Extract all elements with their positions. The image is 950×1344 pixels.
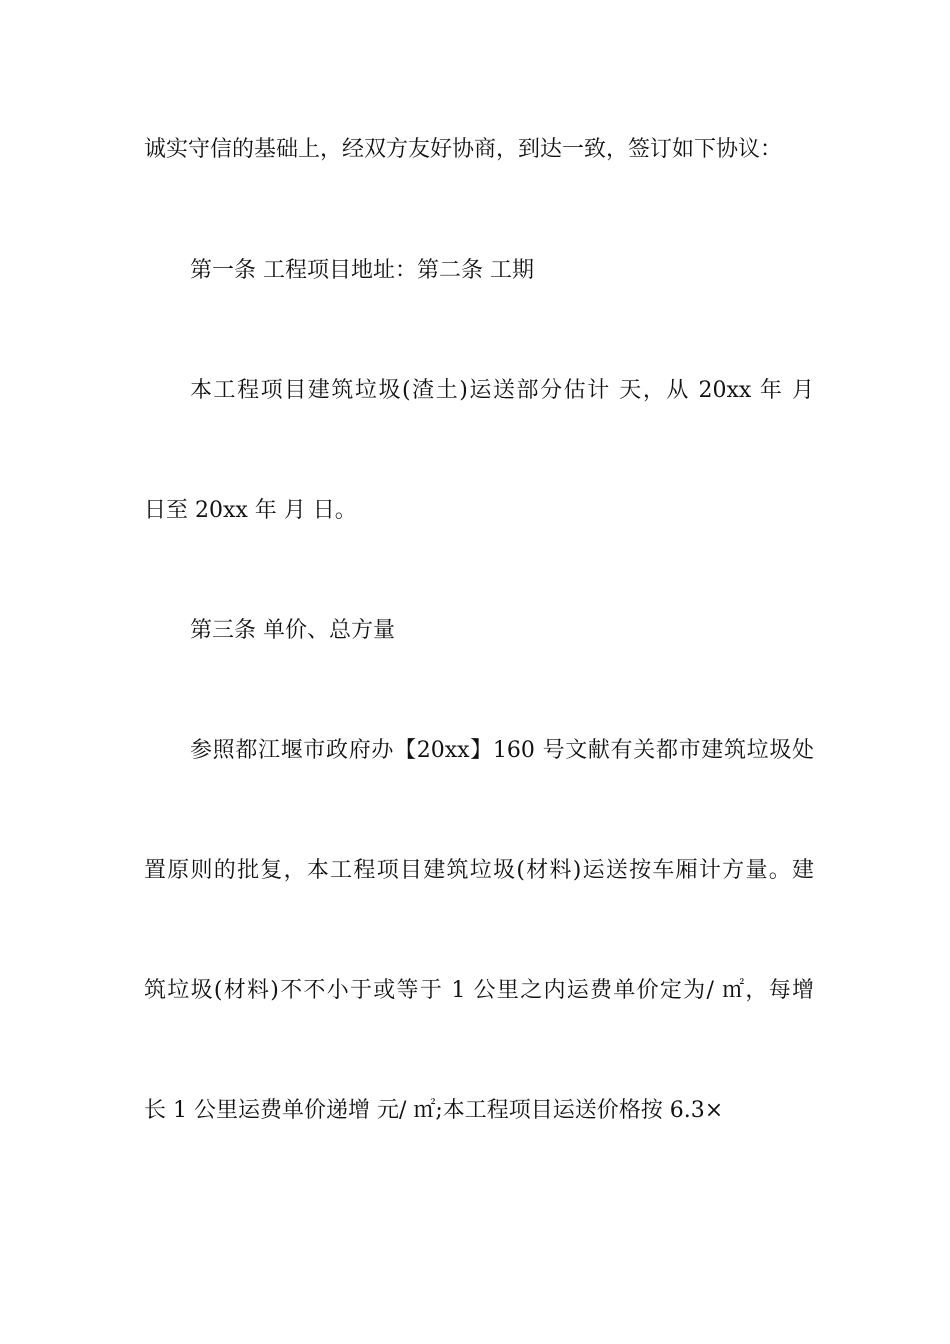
paragraph-line-3: 本工程项目建筑垃圾(渣土)运送部分估计 天，从 20xx 年 月 [190, 378, 814, 403]
paragraph-line-9: 长 1 公里运费单价递增 元/ ㎡;本工程项目运送价格按 6.3× [144, 1098, 724, 1123]
paragraph-line-7: 置原则的批复，本工程项目建筑垃圾(材料)运送按车厢计方量。建 [144, 858, 814, 883]
paragraph-line-1: 诚实守信的基础上，经双方友好协商，到达一致，签订如下协议： [144, 137, 783, 162]
paragraph-line-4: 日至 20xx 年 月 日。 [144, 498, 357, 523]
paragraph-line-6: 参照都江堰市政府办【20xx】160 号文献有关都市建筑垃圾处 [190, 738, 814, 763]
article-heading-3: 第三条 单价、总方量 [190, 618, 395, 643]
article-heading-1-2: 第一条 工程项目地址：第二条 工期 [190, 258, 534, 283]
paragraph-line-8: 筑垃圾(材料)不不小于或等于 1 公里之内运费单价定为/ ㎡，每增 [144, 978, 814, 1003]
